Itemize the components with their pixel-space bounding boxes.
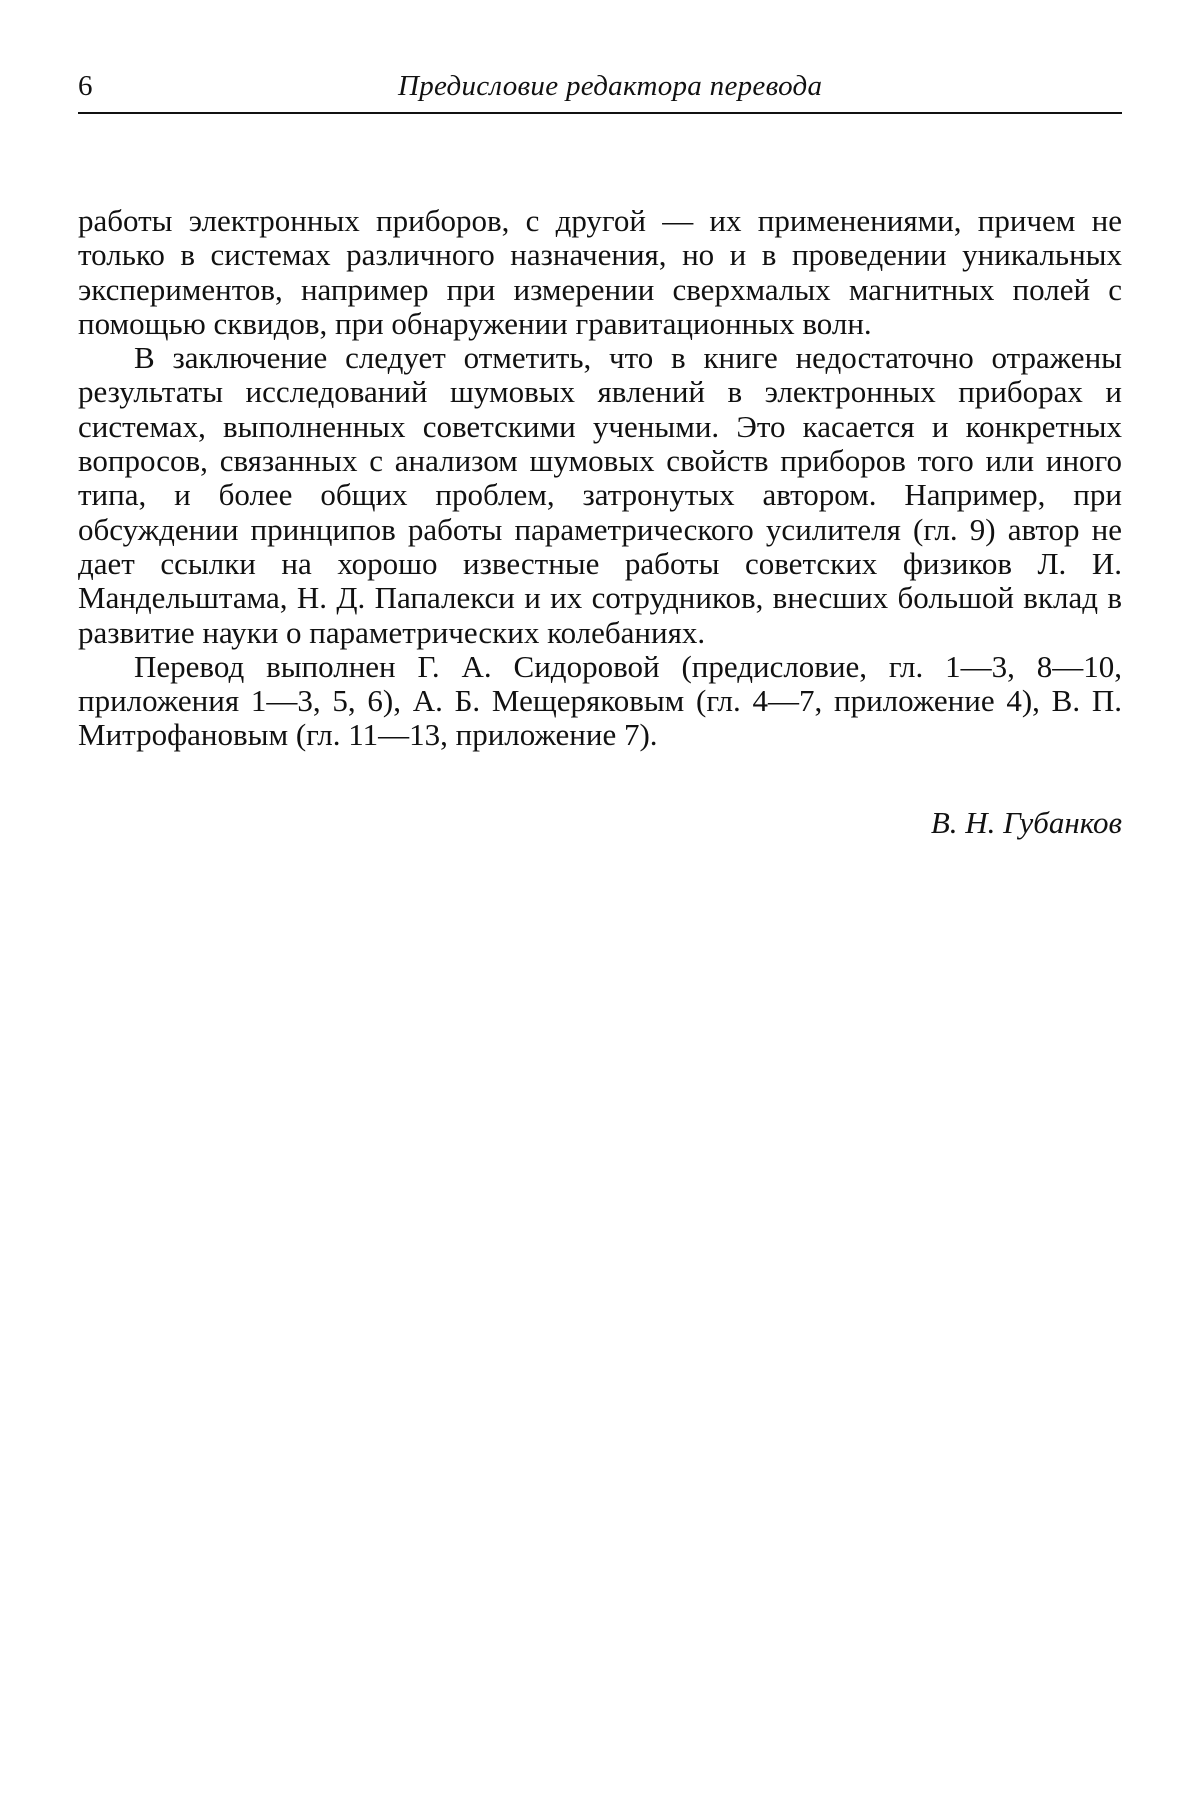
page-number: 6 <box>78 70 93 102</box>
book-page <box>78 60 1122 843</box>
body-text <box>78 204 1122 753</box>
running-title: Предисловие редактора перевода <box>398 70 823 102</box>
editor-signature: В. Н. Губанков <box>930 804 1122 840</box>
paragraph-conclusion: В заключение следует отметить, что в книге недостаточно отражены результаты исследований шумовых явлений в электронных приборах и системах, выполненных советскими учеными. Это касается и конкретных вопросов, связанных с анализом шумовых свойств приборов того или иного типа, и более общих проблем, затронутых автором. Например, при обсуждении принципов работы параметрического усилителя (гл. 9) автор не дает ссылки на хорошо известные работы советских физиков Л. И. Мандельштама, Н. Д. Папалекси и их сотрудников, внесших большой вклад в развитие науки о параметрических колебаниях. <box>78 340 1122 650</box>
running-head <box>78 60 1122 114</box>
paragraph-continuation: работы электронных приборов, с другой — их применениями, причем не только в системах различного назначения, но и в проведении уникальных экспериментов, например при измерении сверхмалых магнитных полей с помощью сквидов, при обнаружении гравитационных волн. <box>78 203 1122 341</box>
paragraph-translators: Перевод выполнен Г. А. Сидоровой (предисловие, гл. 1—3, 8—10, приложения 1—3, 5, 6), А. Б. Мещеряковым (гл. 4—7, приложение 4), В. П. Митрофановым (гл. 11—13, приложение 7). <box>78 648 1122 753</box>
